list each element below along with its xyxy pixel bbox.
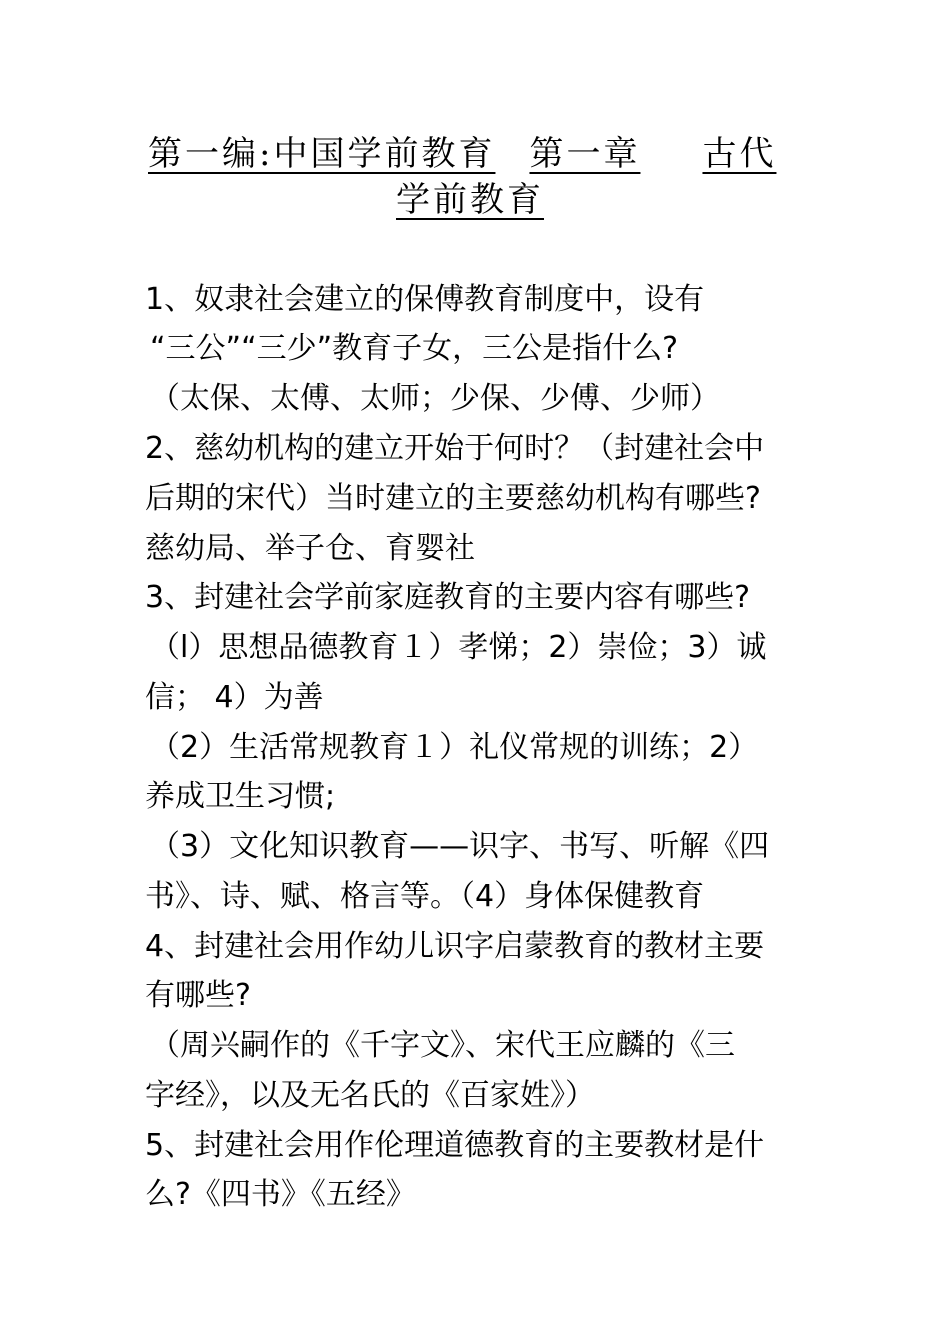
body-line: （2）生活常规教育１）礼仪常规的训练；2）: [150, 730, 759, 765]
body-line: 有哪些?: [145, 978, 251, 1013]
body-line-q1: 1、奴隶社会建立的保傅教育制度中，设有: [145, 282, 705, 317]
body-line: （3）文化知识教育——识字、书写、听解《四: [150, 829, 770, 864]
body-line: “三公”“三少”教育子女，三公是指什么?: [150, 331, 679, 366]
body-line-q2: 2、慈幼机构的建立开始于何时？（封建社会中: [145, 431, 765, 466]
title-era: 古代: [702, 134, 777, 174]
body-line: 字经》，以及无名氏的《百家姓》）: [145, 1078, 595, 1113]
body-line: 后期的宋代）当时建立的主要慈幼机构有哪些?: [145, 481, 761, 516]
title-part-part: 第一编:中国学前教育: [148, 134, 496, 174]
document-title-line-1: [148, 132, 808, 176]
body-line-q3: 3、封建社会学前家庭教育的主要内容有哪些?: [145, 580, 751, 615]
body-line: 信； 4）为善: [145, 680, 324, 715]
body-line-q4: 4、封建社会用作幼儿识字启蒙教育的教材主要: [145, 929, 765, 964]
body-line: （l）思想品德教育１）孝悌；2）崇俭；3）诚: [150, 630, 767, 665]
body-line: （周兴嗣作的《千字文》、宋代王应麟的《三: [150, 1028, 735, 1063]
body-line: 养成卫生习惯;: [145, 779, 336, 814]
title-chapter: 第一章: [529, 134, 641, 174]
body-line: （太保、太傅、太师；少保、少傅、少师）: [150, 381, 720, 416]
body-line-q5: 5、封建社会用作伦理道德教育的主要教材是什: [145, 1128, 765, 1163]
body-line: 慈幼局、举子仓、育婴社: [145, 531, 475, 566]
body-line: 书》、诗、赋、格言等。（4）身体保健教育: [145, 879, 705, 914]
body-line: 么?《四书》《五经》: [145, 1177, 416, 1212]
document-title-line-2: 学前教育: [396, 180, 544, 220]
